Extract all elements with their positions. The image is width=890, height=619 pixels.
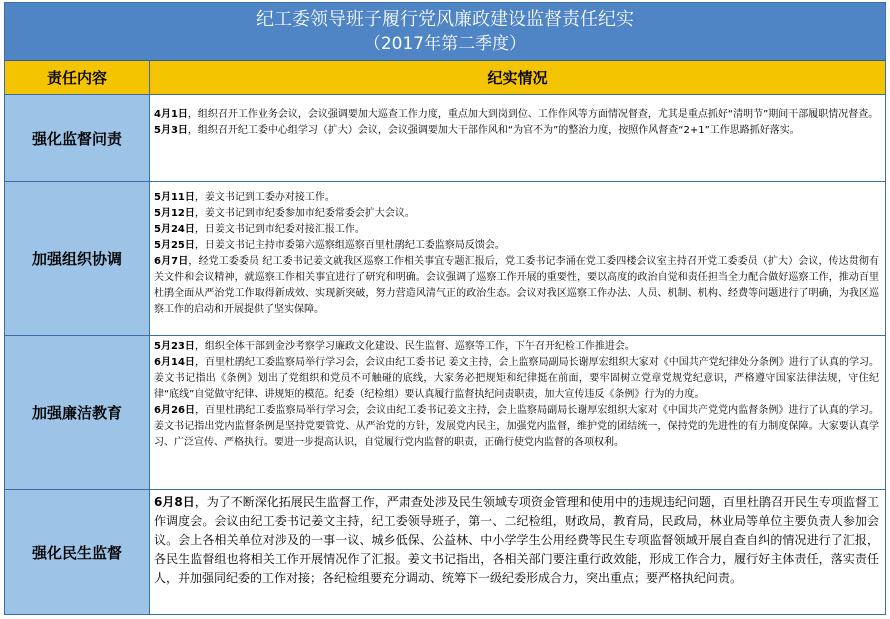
entry-text: ，为了不断深化拓展民生监督工作，严肃查处涉及民生领域专项资金管理和使用中的违规违纪问题，百里杜鹃召开民生专项监督工作调度会。会议由纪工委书记姜文主持，纪工委领导班子，第一、二纪检组，财政局，教育局，民政局，林业局等单位主要负责人参加会议。会上各相关单位对涉及的一事一议、城乡低保、公益林、中小学学生公用经费等民生专项监督领域开展自查自纠的情况进行了汇报，各民生监督组也将相关工作开展情况作了汇报。姜文书记指出，各相关部门要注重行政效能，形成工作合力，履行好主体责任，落实责任人，并加强同纪委的工作对接；各纪检组要充分调动、统筹下一级纪委形成合力，突出重点；要严格执纪问责。 <box>154 495 879 585</box>
entry-date: 5月3日 <box>154 125 188 136</box>
entry-text: ，姜文书记到工委办对接工作。 <box>194 192 335 203</box>
entry-date: 5月23日 <box>154 341 195 352</box>
record-entry <box>154 254 879 318</box>
entry-text: ，组织召开工作业务会议，会议强调要加大巡查工作力度，重点加大到岗到位、工作作风等方面情况督查，尤其是重点抓好“清明节”期间干部履职情况督查。 <box>187 109 879 120</box>
record-cell <box>150 182 885 335</box>
record-entry <box>154 107 879 123</box>
entry-text: ，百里杜鹃纪工委监察局举行学习会，会议由纪工委书记姜文主持，会上监察局副局长谢厚宏组织大家对《中国共产党党内监督条例》进行了认真的学习。 姜文书记指出党内监督条例是坚持党要管党、从严治党的方针，发展党内民主，加强党内监督，维护党的团结统一，保持党的先进性的有力制度保障。大家要认真学习、广泛宣传、严格执行。要进一步提高认识，自觉履行党内监督的职责，正确行使党内监督的各项权利。 <box>154 405 880 448</box>
category-cell: 加强组织协调 <box>5 182 150 335</box>
supervision-record-table <box>4 2 886 615</box>
record-entry <box>154 190 879 206</box>
entry-date: 5月12日 <box>154 208 195 219</box>
entry-date: 6月8日 <box>154 495 195 509</box>
entry-date: 6月14日 <box>154 357 195 368</box>
entry-text: ，日姜文书记到市纪委对接汇报工作。 <box>194 224 365 235</box>
record-entry <box>154 355 879 403</box>
entry-date: 5月11日 <box>154 192 195 203</box>
record-entry <box>154 206 879 222</box>
entry-date: 5月25日 <box>154 240 195 251</box>
entry-text: ，组织全体干部到金沙考察学习廉政文化建设、民生监督、巡察等工作，下午召开纪检工作推进会。 <box>194 341 635 352</box>
title-main: 纪工委领导班子履行党风廉政建设监督责任纪实 <box>256 9 634 30</box>
record-entry <box>154 238 879 254</box>
entry-text: ，日姜文书记主持市委第六巡察组巡察百里杜鹃纪工委监察局反馈会。 <box>194 240 505 251</box>
table-title <box>5 3 885 61</box>
record-entry <box>154 222 879 238</box>
table-row-coordination <box>5 182 885 336</box>
entry-text: ，经党工委委员 纪工委书记姜文就我区巡察工作相关事宜专题汇报后，党工委书记李涌在党工委四楼会议室主持召开党工委委员（扩大）会议，传达贯彻有关文件和会议精神，就巡察工作相关事宜进行了研究和明确。会议强调了巡察工作开展的重要性，要以高度的政治自觉和责任担当全力配合做好巡察工作，推动百里杜鹃全面从严治党工作取得新成效、实现新突破，努力营造风清气正的政治生态。会议对我区巡察工作办法、人员、机制、机构、经费等问题进行了明确，为我区巡察工作的启动和开展提供了坚实保障。 <box>154 256 879 315</box>
record-cell <box>150 336 885 489</box>
record-entry <box>154 403 879 451</box>
header-record: 纪实情况 <box>487 69 548 87</box>
record-entry <box>154 123 879 139</box>
entry-date: 6月26日 <box>154 405 196 416</box>
category-cell: 加强廉洁教育 <box>5 336 150 489</box>
entry-text: ，百里杜鹃纪工委监察局举行学习会，会议由纪工委书记 姜文主持，会上监察局副局长谢厚宏组织大家对《中国共产党纪律处分条例》进行了认真的学习。姜文书记指出《条例》划出了党组织和党员不可触碰的底线，大家务必把规矩和纪律挺在前面，要牢固树立党章党规党纪意识，严格遵守国家法律法规，守住纪律“底线”自觉做守纪律、讲规矩的模范。纪委（纪检组）要认真履行监督执纪问责职责，加大宣传违反《条例》行为的力度。 <box>154 357 880 400</box>
header-responsibility: 责任内容 <box>5 61 150 94</box>
entry-date: 6月7日 <box>154 256 189 267</box>
entry-text: ，组织召开纪工委中心组学习（扩大）会议，会议强调要加大干部作风和“为官不为”的整治力度，按照作风督查“2+1”工作思路抓好落实。 <box>187 125 800 136</box>
table-row-supervision-accountability <box>5 95 885 182</box>
category-cell: 强化民生监督 <box>5 490 150 614</box>
title-period: （2017年第二季度） <box>363 34 527 54</box>
table-row-integrity-education <box>5 336 885 490</box>
record-cell <box>150 490 885 614</box>
entry-date: 5月24日 <box>154 224 195 235</box>
record-entry <box>154 493 879 588</box>
entry-date: 4月1日 <box>154 109 188 120</box>
entry-text: ，姜文书记到市纪委参加市纪委常委会扩大会议。 <box>194 208 415 219</box>
table-header <box>5 61 885 95</box>
table-row-livelihood-supervision <box>5 490 885 614</box>
record-entry <box>154 339 879 355</box>
record-cell <box>150 95 885 181</box>
category-cell: 强化监督问责 <box>5 95 150 181</box>
